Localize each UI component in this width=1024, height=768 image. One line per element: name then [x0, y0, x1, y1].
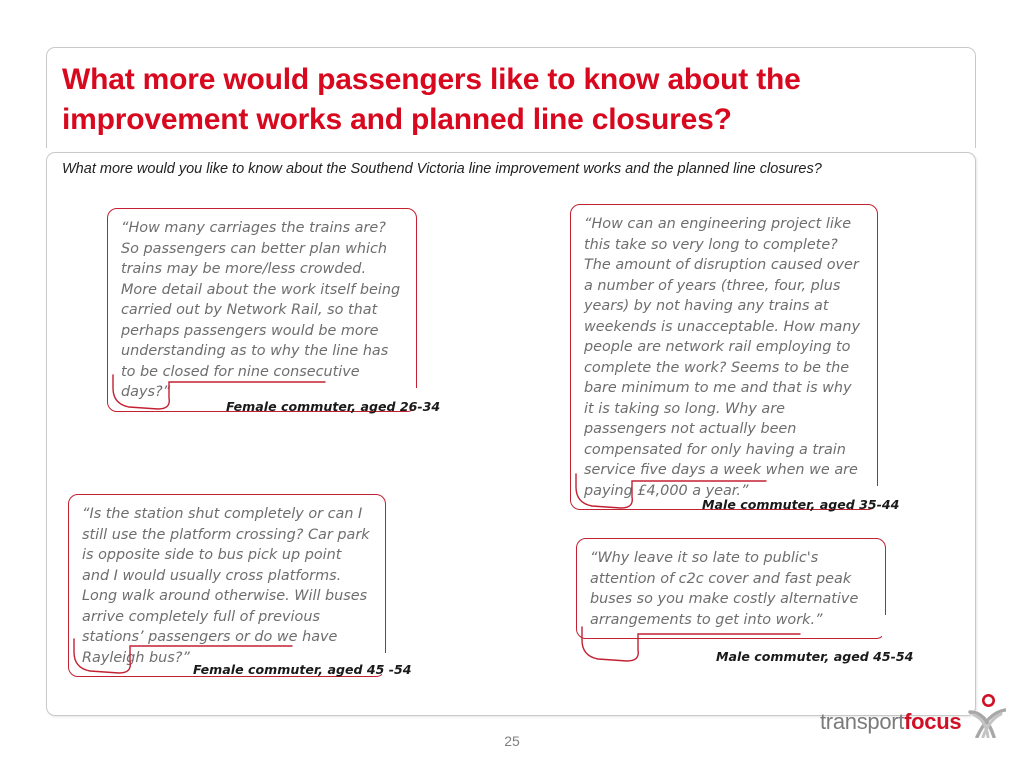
quote-text-3: “Is the station shut completely or can I still use the platform crossing? Car park is opposite side to bus pick up point and I would usually cross platforms. Long walk around otherwise. Will buses arrive completely full of previous stations’ passengers or do we have Rayleigh bus?”	[82, 506, 370, 666]
quote-bubble-1-body	[107, 208, 417, 412]
quote-attribution-1: Female commuter, aged 26-34	[226, 399, 441, 414]
quote-bubble-3	[68, 494, 386, 677]
quote-bubble-4	[576, 538, 886, 639]
page-number: 25	[504, 733, 520, 749]
quote-bubble-2	[570, 204, 878, 510]
transport-focus-logo	[820, 688, 1006, 734]
quote-attribution-3: Female commuter, aged 45 -54	[193, 662, 412, 677]
logo-word-focus: focus	[904, 709, 962, 734]
page-title: What more would passengers like to know about the improvement works and planned line closures?	[62, 63, 801, 136]
person-figure-icon	[964, 694, 1006, 738]
survey-question: What more would you like to know about the Southend Victoria line improvement works and the planned line closures?	[62, 161, 822, 177]
quote-bubble-1	[107, 208, 417, 412]
logo-word-transport: transport	[820, 709, 905, 734]
quote-text-1: “How many carriages the trains are? So passengers can better plan which trains may be more/less crowded. More detail about the work itself being carried out by Network Rail, so that perhaps passengers would be more understanding as to why the line has to be closed for nine consecutive days?”	[121, 220, 401, 400]
quote-attribution-4: Male commuter, aged 45-54	[716, 649, 914, 664]
quote-text-2: “How can an engineering project like this take so very long to complete? The amount of disruption caused over a number of years (three, four, plus years) by not having any trains at weekends is unacceptable. How many people are network rail employing to complete the work? Seems to be the bare minimum to me and that is why it is taking so long. Why are passengers not actually been compensated for only having a train service five days a week when we are paying £4,000 a year.”	[584, 216, 860, 499]
quote-text-4: “Why leave it so late to public's attention of c2c cover and fast peak buses so you make costly alternative arrangements to get into work.”	[590, 550, 859, 628]
quote-bubble-3-body	[68, 494, 386, 677]
quote-bubble-4-body	[576, 538, 886, 639]
bubble-open-corner-mask	[882, 615, 888, 641]
quote-attribution-2: Male commuter, aged 35-44	[702, 497, 900, 512]
quote-bubble-2-body	[570, 204, 878, 510]
